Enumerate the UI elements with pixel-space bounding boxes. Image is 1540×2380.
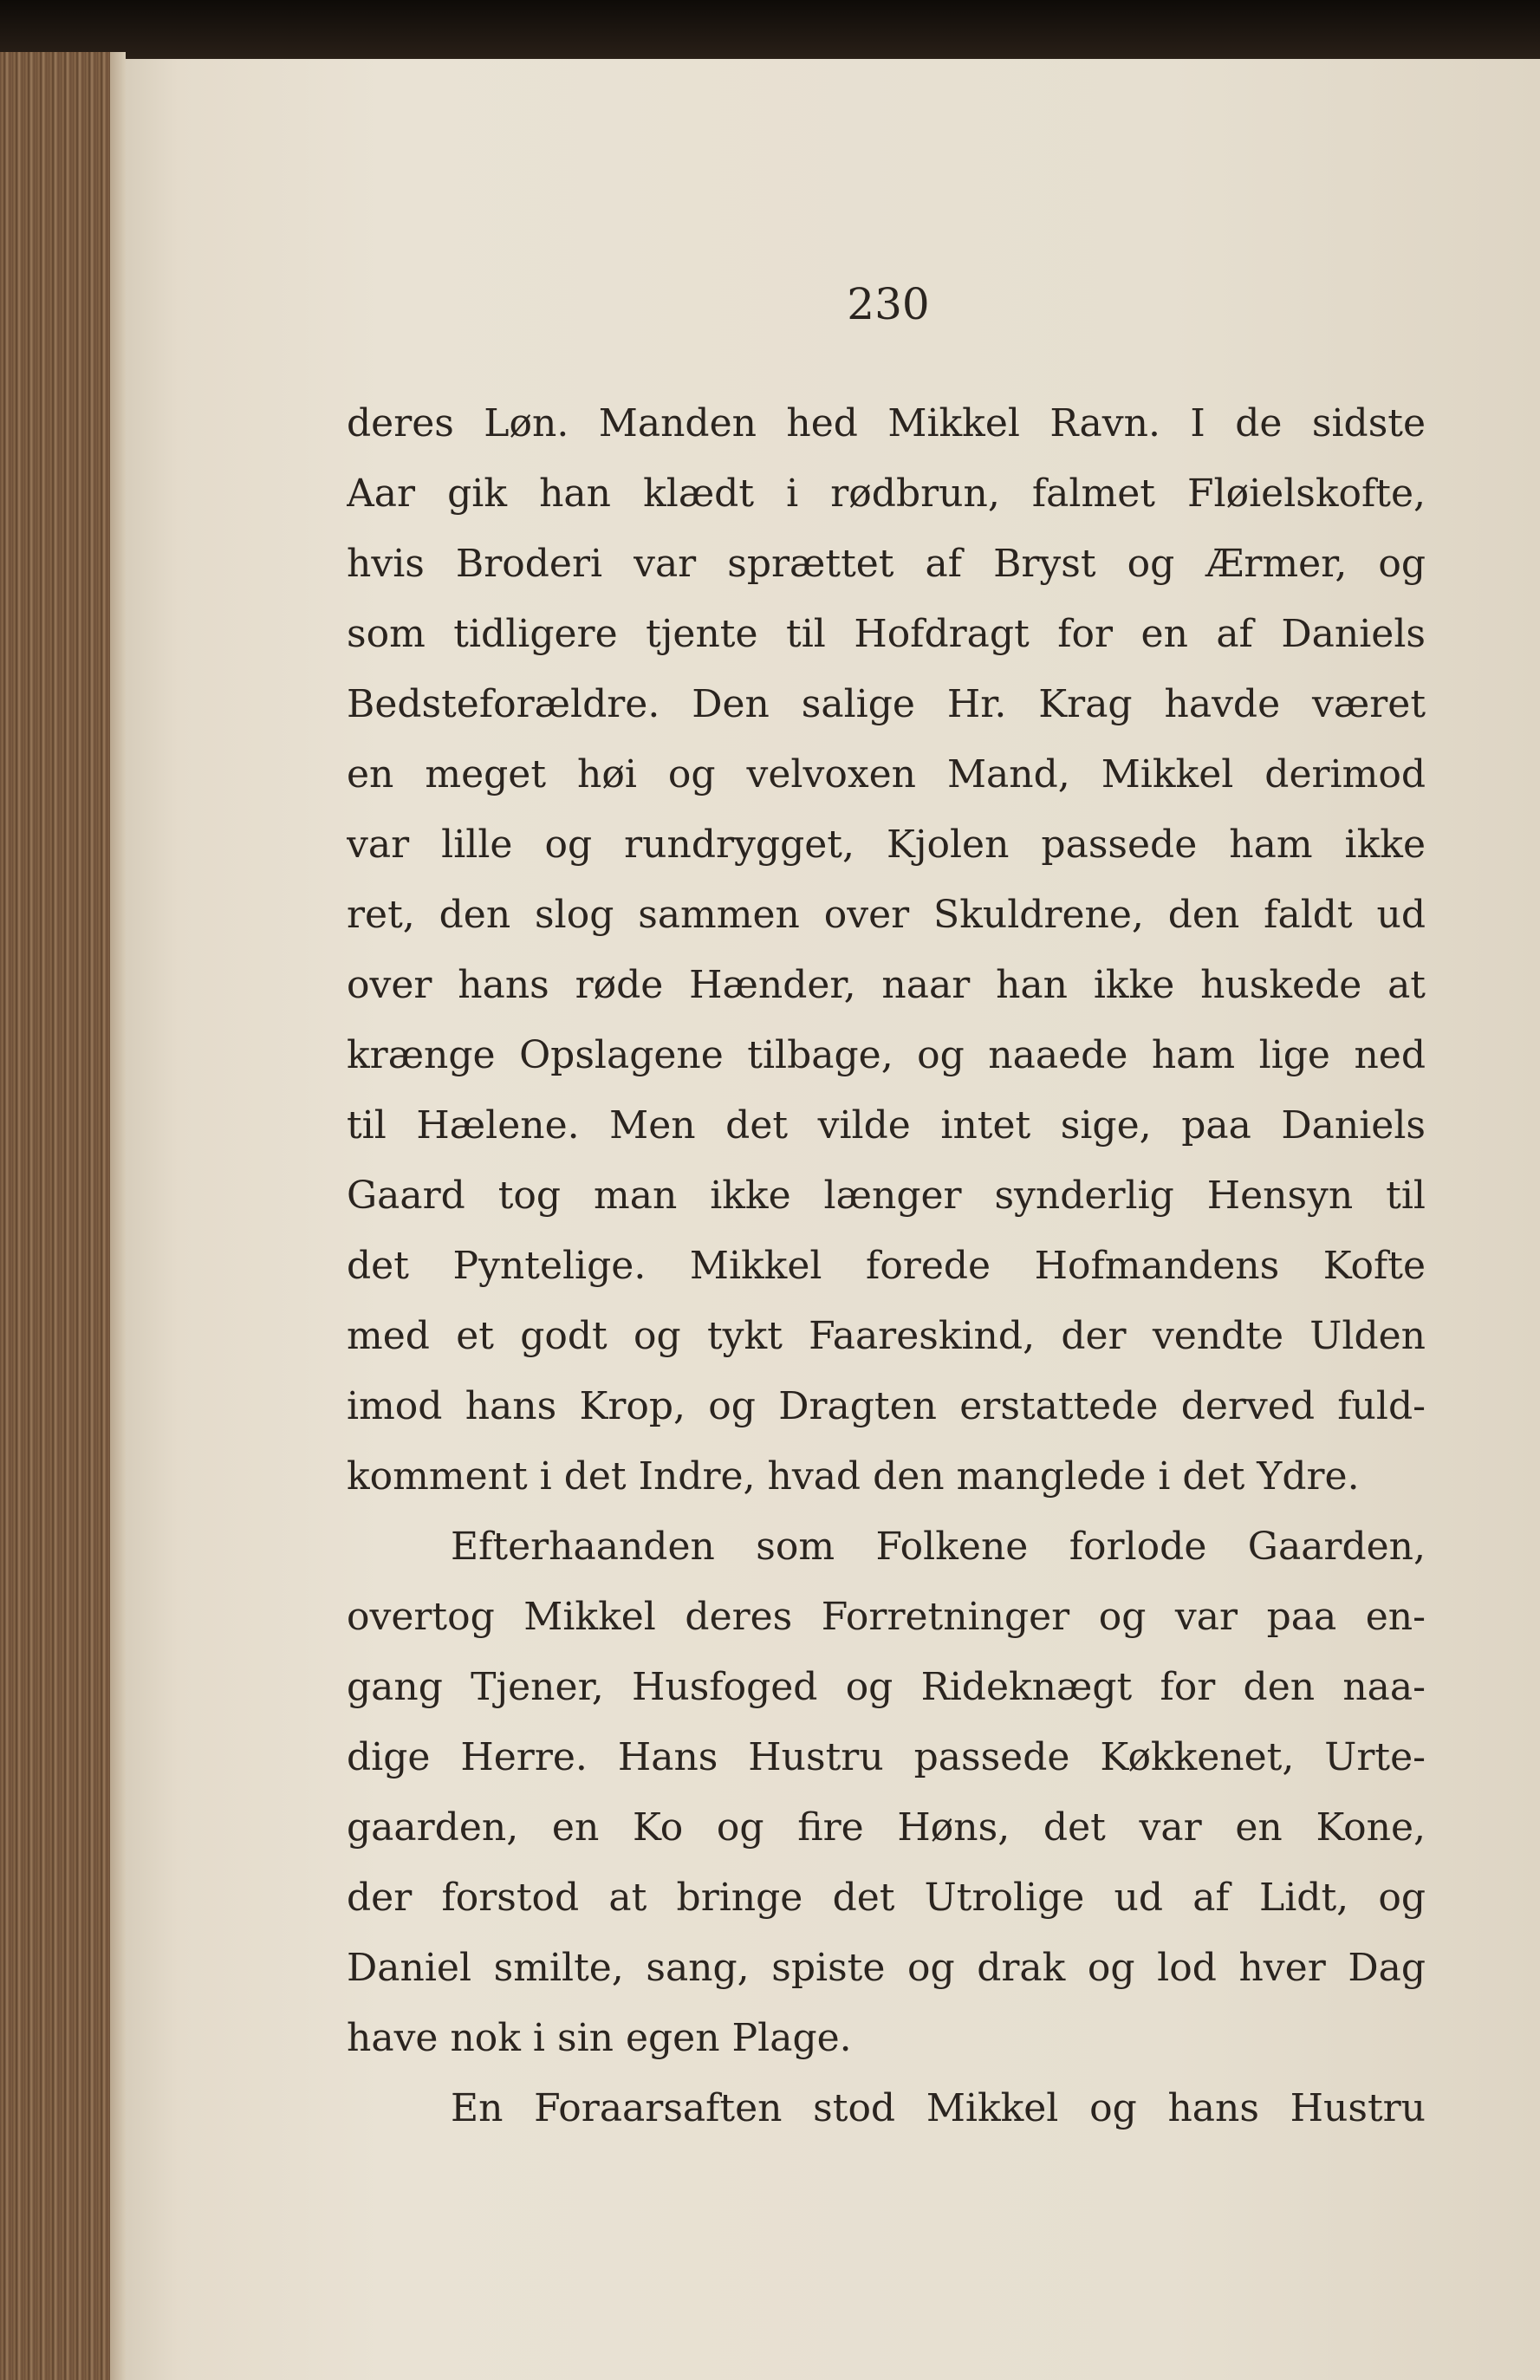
page-edges <box>0 52 126 2380</box>
text-line: som tidligere tjente til Hofdragt for en af Daniels <box>347 612 1426 656</box>
text-line: det Pyntelige. Mikkel forede Hofmandens Kofte <box>347 1244 1426 1288</box>
text-line: komment i det Indre, hvad den manglede i det Ydre. <box>347 1454 1360 1499</box>
text-line: til Hælene. Men det vilde intet sige, paa Daniels <box>347 1103 1426 1148</box>
text-line: deres Løn. Manden hed Mikkel Ravn. I de sidste <box>347 401 1426 445</box>
text-line: En Foraarsaften stod Mikkel og hans Hustru <box>451 2086 1426 2130</box>
text-line: hvis Broderi var sprættet af Bryst og Ærmer, og <box>347 542 1426 586</box>
text-line: Aar gik han klædt i rødbrun, falmet Fløielskofte, <box>347 471 1426 516</box>
text-line: ret, den slog sammen over Skuldrene, den faldt ud <box>347 893 1426 937</box>
text-line: der forstod at bringe det Utrolige ud af Lidt, og <box>347 1876 1426 1920</box>
text-line: Daniel smilte, sang, spiste og drak og lod hver Dag <box>347 1946 1426 1990</box>
text-line: over hans røde Hænder, naar han ikke huskede at <box>347 963 1426 1007</box>
page-number: 230 <box>847 279 930 329</box>
text-line: overtog Mikkel deres Forretninger og var paa en- <box>347 1595 1426 1639</box>
text-line: have nok i sin egen Plage. <box>347 2016 852 2060</box>
text-line: dige Herre. Hans Hustru passede Køkkenet, Urte- <box>347 1735 1426 1779</box>
text-line: imod hans Krop, og Dragten erstattede derved fuld- <box>347 1384 1426 1428</box>
text-line: Gaard tog man ikke længer synderlig Hensyn til <box>347 1174 1426 1218</box>
text-line: Efterhaanden som Folkene forlode Gaarden, <box>451 1525 1426 1569</box>
text-line: krænge Opslagene tilbage, og naaede ham lige ned <box>347 1033 1426 1077</box>
text-line: gang Tjener, Husfoged og Rideknægt for den naa- <box>347 1665 1426 1709</box>
text-line: Bedsteforældre. Den salige Hr. Krag havde været <box>347 682 1426 726</box>
top-shadow <box>0 0 1540 61</box>
text-line: var lille og rundrygget, Kjolen passede ham ikke <box>347 823 1426 867</box>
text-line: gaarden, en Ko og fire Høns, det var en Kone, <box>347 1805 1426 1850</box>
body-text <box>347 388 1426 2143</box>
text-line: med et godt og tykt Faareskind, der vendte Ulden <box>347 1314 1426 1358</box>
text-line: en meget høi og velvoxen Mand, Mikkel derimod <box>347 752 1426 797</box>
